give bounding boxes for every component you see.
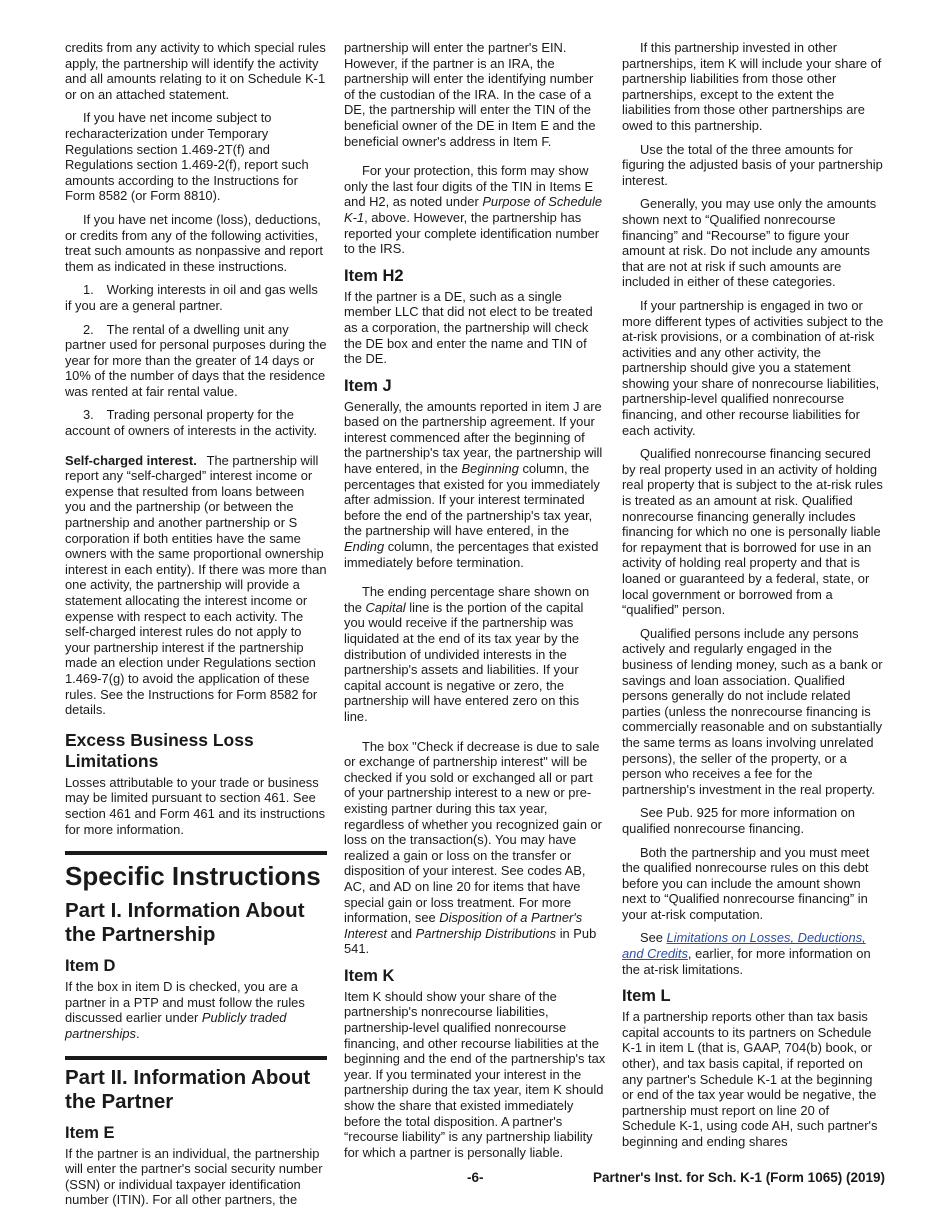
item-heading: Item E xyxy=(65,1123,115,1142)
paragraph xyxy=(622,930,884,977)
paragraph: Qualified nonrecourse financing secured by real property used in an activity of holding real property that is subject to the at-risk rules is treated as an amount at risk. Qualified nonrecourse financing generally includes financing for which no one is personally liable for repayment that is borrowed for use in an activity of holding real property and that is loaned or guaranteed by a federal, state, or local government or borrowed from a “qualified” person. xyxy=(622,446,883,618)
paragraph xyxy=(344,163,606,257)
italic-text: Beginning xyxy=(461,461,519,477)
paragraph: If you have net income (loss), deductions, or credits from any of the following activities, treat such amounts as nonpassive and report them as indicated in these instructions. xyxy=(65,211,323,274)
text-run: in Pub 541. xyxy=(344,925,597,957)
column-3 xyxy=(622,40,884,1158)
italic-text: Ending xyxy=(344,539,385,555)
paragraph: credits from any activity to which special rules apply, the partnership will identify the activity and all amounts relating to it on Schedule K-1 or on an attached statement. xyxy=(65,40,326,102)
paragraph: Item K should show your share of the partnership's nonrecourse liabilities, partnership-level qualified nonrecourse financing, and other recourse liabilities at the beginning and the end of the partnership's tax year. If you terminated your interest in the partnership during the tax year, item K should show the share that existed immediately before the total disposition. A partner's “recourse liability” is any partnership liability for which a partner is personally liable. xyxy=(344,988,606,1160)
section-divider xyxy=(65,1056,327,1060)
text-run: column, the percentages that existed immediately before termination. xyxy=(344,539,599,570)
paragraph xyxy=(344,399,606,571)
column-2 xyxy=(344,40,606,1168)
paragraph: Generally, you may use only the amounts shown next to “Qualified nonrecourse financing” and “Recourse” to figure your amount at risk. Do not include any amounts that are not at risk if such amounts are included in either of these categories. xyxy=(622,196,877,290)
paragraph-text: The partnership will report any “self-charged” interest income or expense that resulted from loans between you and the partnership (or between the partnership and another partnership or S corporation if both entities have the same owners with the same proportional ownership interest in each entity). If there was more than one activity, the partnership will provide a statement allocating the interest income or expense with respect to each activity. The self-charged interest rules do not apply to your partnership interest if the partnership made an election under Regulations section 1.469-7(g) to avoid the application of these rules. See the Instructions for Form 8582 for details. xyxy=(65,452,327,718)
item-heading: Item L xyxy=(622,987,671,1006)
item-heading: Item H2 xyxy=(344,266,404,285)
paragraph xyxy=(344,584,606,724)
paragraph: Losses attributable to your trade or business may be limited pursuant to section 461. See section 461 and Form 461 and its instructions for more information. xyxy=(65,774,326,837)
text-run: . xyxy=(135,1025,140,1041)
text-run: The ending percentage share shown on the xyxy=(344,584,590,615)
page-number: -6- xyxy=(467,1170,484,1185)
run-in-heading: Self-charged interest. xyxy=(65,452,197,468)
text-run: The box "Check if decrease is due to sale or exchange of partnership interest" will be checked if you sold or exchanged all or part of your partnership interest to a new or pre-existing partner during this tax year, regardless of whether you recognized gain or loss on the transaction(s). You may have realized a gain or loss on the transfer or disposition of your interest. See codes AB, AC, and AD on line 20 for items that have special gain or loss treatment. For more information, see xyxy=(344,738,602,926)
text-run: and xyxy=(387,925,416,941)
section-heading: Excess Business Loss Limitations xyxy=(65,729,254,771)
text-run: , above. However, the partnership has reported your complete identification number to the IRS. xyxy=(344,209,600,257)
limitations-link[interactable]: Limitations on Losses, Deductions, and Credits xyxy=(622,930,866,962)
item-heading: Item J xyxy=(344,376,392,395)
paragraph xyxy=(344,739,606,957)
part-heading: Part I. Information About the Partnership xyxy=(65,899,305,947)
column-1 xyxy=(65,40,327,1216)
paragraph: If you have net income subject to recharacterization under Temporary Regulations section 1.469-2T(f) and Regulations section 1.469-2(f), report such amounts according to the Instructions for Form 8582 (or Form 8810). xyxy=(65,110,309,204)
list-item: 3. Trading personal property for the account of owners of interests in the activity. xyxy=(65,407,317,439)
italic-text: Partnership Distributions xyxy=(415,925,557,941)
text-run: line is the portion of the capital you would receive if the partnership was liquidated at the end of its tax year by the distribution of undivided interests in the partnership's assets and liabilities. If your capital account is negative or zero, the partnership will have entered zero on this line. xyxy=(344,599,584,724)
self-charged-interest-paragraph xyxy=(65,453,327,718)
list-item: 2. The rental of a dwelling unit any partner used for personal purposes during the year for more than the greater of 14 days or 10% of the number of days that the residence was rented at fair rental value. xyxy=(65,321,327,399)
paragraph: If a partnership reports other than tax basis capital accounts to its partners on Schedule K-1 in item L (that is, GAAP, 704(b) book, or other), and tax basis capital, if reported on any partner's Schedule K-1 at the beginning or end of the tax year would be negative, the partnership must report on line 20 of Schedule K-1, using code AH, such partner's beginning and ending shares xyxy=(622,1009,878,1149)
footer-title: Partner's Inst. for Sch. K-1 (Form 1065) (2019) xyxy=(592,1170,885,1185)
paragraph xyxy=(65,979,327,1041)
section-divider xyxy=(65,851,327,855)
paragraph: If your partnership is engaged in two or more different types of activities subject to the at-risk provisions, or a combination of at-risk activities and any other activity, the partnership should give you a statement showing your share of nonrecourse liabilities, partnership-level qualified nonrecourse financing, and other recourse liabilities for each activity. xyxy=(622,297,884,438)
text-run: See xyxy=(640,930,667,946)
paragraph: Use the total of the three amounts for figuring the adjusted basis of your partnership interest. xyxy=(622,141,883,188)
paragraph: If the partner is an individual, the partnership will enter the partner's social security number (SSN) or individual taxpayer identification number (ITIN). For all other partners, the xyxy=(65,1145,323,1208)
paragraph: See Pub. 925 for more information on qualified nonrecourse financing. xyxy=(622,805,855,836)
paragraph: If the partner is a DE, such as a single member LLC that did not elect to be treated as a corporation, the partnership will check the DE box and enter the name and TIN of the DE. xyxy=(344,288,593,367)
paragraph: partnership will enter the partner's EIN. However, if the partner is an IRA, the partnership will enter the identifying number of the custodian of the IRA. In the case of a DE, the partnership will enter the TIN of the beneficial owner of the DE in Item E and the beneficial owner's address in Item F. xyxy=(344,40,596,149)
part-heading: Part II. Information About the Partner xyxy=(65,1065,311,1113)
italic-text: Publicly traded partnerships xyxy=(65,1010,287,1041)
text-run: , earlier, for more information on the at-risk limitations. xyxy=(622,946,871,977)
italic-text: Capital xyxy=(365,599,406,615)
paragraph: Qualified persons include any persons actively and regularly engaged in the business of lending money, such as a bank or savings and loan association. Qualified persons generally do not include related parties (unless the nonrecourse financing is commercially reasonable and on substantially the same terms as loans involving unrelated persons), the seller of the property, or a person who receives a fee for the partnership's investment in the real property. xyxy=(622,625,883,797)
paragraph: If this partnership invested in other partnerships, item K will include your share of partnership liabilities from those other partnerships, except to the extent the liabilities from those other partnerships are owed to this partnership. xyxy=(622,40,882,133)
text-run: If the box in item D is checked, you are a partner in a PTP and must follow the rules discussed earlier under xyxy=(65,979,305,1026)
list-item: 1. Working interests in oil and gas wells if you are a general partner. xyxy=(65,282,318,313)
text-run: For your protection, this form may show only the last four digits of the TIN in Items E and H2, as noted under xyxy=(344,163,594,210)
text-run: Generally, the amounts reported in item J are based on the partnership agreement. If your interest commenced after the beginning of the partnership's tax year, the partnership will have entered, in the xyxy=(344,398,603,477)
italic-text: Disposition of a Partner's Interest xyxy=(344,910,583,941)
text-run: column, the percentages that existed for you immediately after admission. If your interest terminated before the end of the partnership's tax year, the partnership will have entered, in the xyxy=(344,461,600,539)
item-heading: Item K xyxy=(344,966,395,985)
paragraph: Both the partnership and you must meet the qualified nonrecourse rules on this debt before you can include the amount shown next to “Qualified nonrecourse financing” in your at-risk computation. xyxy=(622,844,870,922)
italic-text: Purpose of Schedule K-1 xyxy=(344,194,603,225)
item-heading: Item D xyxy=(65,957,116,976)
page-title: Specific Instructions xyxy=(65,861,321,892)
